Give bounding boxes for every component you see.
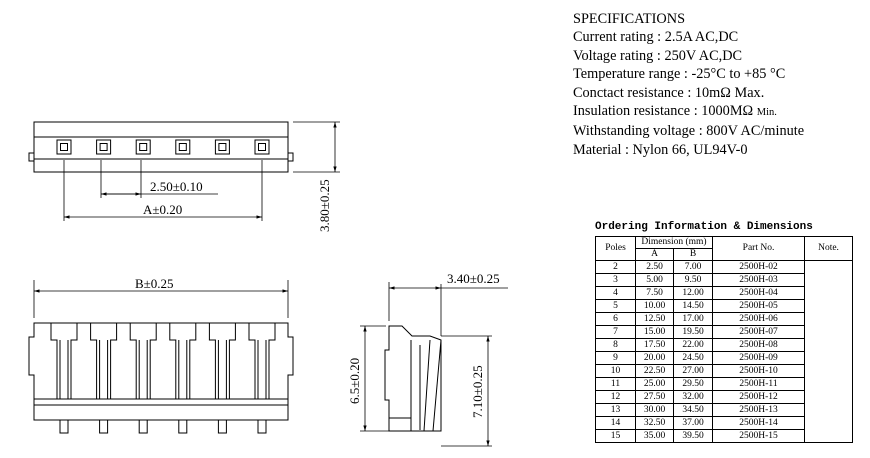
cell-dim-b: 19.50 bbox=[674, 326, 713, 339]
spec-insulation-value: Insulation resistance : 1000MΩ bbox=[573, 103, 754, 120]
table-row bbox=[596, 261, 853, 274]
cell-part-no: 2500H-04 bbox=[713, 287, 805, 300]
header-note: Note. bbox=[805, 237, 853, 261]
cell-dim-a: 22.50 bbox=[636, 365, 674, 378]
cell-dim-a: 20.00 bbox=[636, 352, 674, 365]
cell-poles: 3 bbox=[596, 274, 636, 287]
cell-dim-a: 7.50 bbox=[636, 287, 674, 300]
cell-dim-b: 9.50 bbox=[674, 274, 713, 287]
terminal-pin bbox=[218, 420, 226, 433]
cavity-outer bbox=[57, 140, 71, 154]
spec-current-rating: Current rating : 2.5A AC,DC bbox=[573, 29, 739, 46]
spec-voltage-rating: Voltage rating : 250V AC,DC bbox=[573, 47, 743, 64]
terminal-pin bbox=[60, 420, 68, 433]
header-b: B bbox=[674, 249, 713, 261]
front-slot bbox=[209, 323, 235, 399]
dim-side-inner-label: 6.5±0.20 bbox=[347, 357, 362, 404]
cell-dim-b: 14.50 bbox=[674, 300, 713, 313]
cell-dim-a: 25.00 bbox=[636, 378, 674, 391]
ordering-title: Ordering Information & Dimensions bbox=[595, 221, 813, 233]
cell-part-no: 2500H-07 bbox=[713, 326, 805, 339]
cavity-inner bbox=[219, 144, 226, 151]
front-view bbox=[29, 323, 293, 433]
cell-poles: 12 bbox=[596, 391, 636, 404]
side-view-body bbox=[385, 326, 441, 431]
cell-part-no: 2500H-11 bbox=[713, 378, 805, 391]
ordering-table bbox=[595, 236, 853, 443]
cavity-outer bbox=[176, 140, 190, 154]
cell-poles: 10 bbox=[596, 365, 636, 378]
cell-dim-a: 15.00 bbox=[636, 326, 674, 339]
dim-b-label: B±0.25 bbox=[135, 276, 174, 291]
cell-part-no: 2500H-13 bbox=[713, 404, 805, 417]
cell-part-no: 2500H-12 bbox=[713, 391, 805, 404]
cell-dim-b: 22.00 bbox=[674, 339, 713, 352]
terminal-pin bbox=[179, 420, 187, 433]
cell-poles: 15 bbox=[596, 430, 636, 443]
front-slot bbox=[170, 323, 196, 399]
cell-dim-a: 30.00 bbox=[636, 404, 674, 417]
cell-dim-a: 10.00 bbox=[636, 300, 674, 313]
cell-dim-b: 32.00 bbox=[674, 391, 713, 404]
header-dimension: Dimension (mm) bbox=[636, 237, 713, 249]
top-view-body bbox=[34, 122, 288, 172]
terminal-pin bbox=[100, 420, 108, 433]
cell-dim-b: 34.50 bbox=[674, 404, 713, 417]
cell-poles: 7 bbox=[596, 326, 636, 339]
cell-dim-b: 37.00 bbox=[674, 417, 713, 430]
specs-heading: SPECIFICATIONS bbox=[573, 11, 686, 27]
cavity-inner bbox=[179, 144, 186, 151]
front-view-slots bbox=[51, 323, 275, 399]
cavity-inner bbox=[61, 144, 68, 151]
cell-poles: 14 bbox=[596, 417, 636, 430]
cell-part-no: 2500H-10 bbox=[713, 365, 805, 378]
cell-part-no: 2500H-15 bbox=[713, 430, 805, 443]
spec-contact-resistance: Conctact resistance : 10mΩ Max. bbox=[573, 84, 765, 101]
cell-dim-b: 12.00 bbox=[674, 287, 713, 300]
header-part-no: Part No. bbox=[713, 237, 805, 261]
terminal-pin bbox=[258, 420, 266, 433]
dim-pitch-label: 2.50±0.10 bbox=[150, 179, 203, 194]
ordering-table-body bbox=[596, 261, 853, 443]
cell-poles: 11 bbox=[596, 378, 636, 391]
cell-dim-a: 35.00 bbox=[636, 430, 674, 443]
terminal-pin bbox=[139, 420, 147, 433]
spec-temperature-range: Temperature range : -25°C to +85 °C bbox=[573, 66, 786, 83]
cell-part-no: 2500H-05 bbox=[713, 300, 805, 313]
spec-material: Material : Nylon 66, UL94V-0 bbox=[573, 141, 748, 158]
dim-height-top-label: 3.80±0.25 bbox=[317, 179, 332, 232]
cavity-inner bbox=[259, 144, 266, 151]
cell-dim-b: 7.00 bbox=[674, 261, 713, 274]
cell-part-no: 2500H-06 bbox=[713, 313, 805, 326]
cell-dim-a: 17.50 bbox=[636, 339, 674, 352]
spec-withstanding-voltage: Withstanding voltage : 800V AC/minute bbox=[573, 123, 805, 140]
cell-poles: 4 bbox=[596, 287, 636, 300]
cell-poles: 6 bbox=[596, 313, 636, 326]
cell-dim-a: 5.00 bbox=[636, 274, 674, 287]
spec-insulation-resistance bbox=[573, 102, 863, 122]
dim-a-label: A±0.20 bbox=[143, 202, 183, 217]
dim-side-width-label: 3.40±0.25 bbox=[447, 271, 500, 286]
front-slot bbox=[249, 323, 275, 399]
header-a: A bbox=[636, 249, 674, 261]
cavity-outer bbox=[255, 140, 269, 154]
front-slot bbox=[51, 323, 77, 399]
cell-dim-b: 27.00 bbox=[674, 365, 713, 378]
cell-dim-b: 39.50 bbox=[674, 430, 713, 443]
terminal-pins bbox=[60, 420, 266, 433]
header-poles: Poles bbox=[596, 237, 636, 261]
specifications bbox=[573, 10, 863, 159]
cell-poles: 8 bbox=[596, 339, 636, 352]
side-view bbox=[385, 326, 441, 431]
cell-part-no: 2500H-08 bbox=[713, 339, 805, 352]
cell-part-no: 2500H-09 bbox=[713, 352, 805, 365]
cell-note bbox=[805, 261, 853, 443]
front-slot bbox=[130, 323, 156, 399]
cavity-outer bbox=[97, 140, 111, 154]
cavity-outer bbox=[215, 140, 229, 154]
cell-poles: 2 bbox=[596, 261, 636, 274]
cell-poles: 9 bbox=[596, 352, 636, 365]
cell-dim-a: 27.50 bbox=[636, 391, 674, 404]
top-view bbox=[29, 122, 293, 172]
cell-part-no: 2500H-14 bbox=[713, 417, 805, 430]
cell-dim-b: 29.50 bbox=[674, 378, 713, 391]
cell-dim-b: 24.50 bbox=[674, 352, 713, 365]
cavity-outer bbox=[136, 140, 150, 154]
spec-insulation-suffix: Min. bbox=[756, 107, 777, 119]
cell-part-no: 2500H-02 bbox=[713, 261, 805, 274]
cell-dim-a: 2.50 bbox=[636, 261, 674, 274]
cell-dim-a: 32.50 bbox=[636, 417, 674, 430]
cell-part-no: 2500H-03 bbox=[713, 274, 805, 287]
terminal-cavities bbox=[57, 140, 269, 154]
cell-dim-a: 12.50 bbox=[636, 313, 674, 326]
cell-poles: 5 bbox=[596, 300, 636, 313]
cavity-inner bbox=[140, 144, 147, 151]
cell-poles: 13 bbox=[596, 404, 636, 417]
cavity-inner bbox=[100, 144, 107, 151]
cell-dim-b: 17.00 bbox=[674, 313, 713, 326]
dim-side-height-label: 7.10±0.25 bbox=[470, 365, 485, 418]
front-slot bbox=[91, 323, 117, 399]
